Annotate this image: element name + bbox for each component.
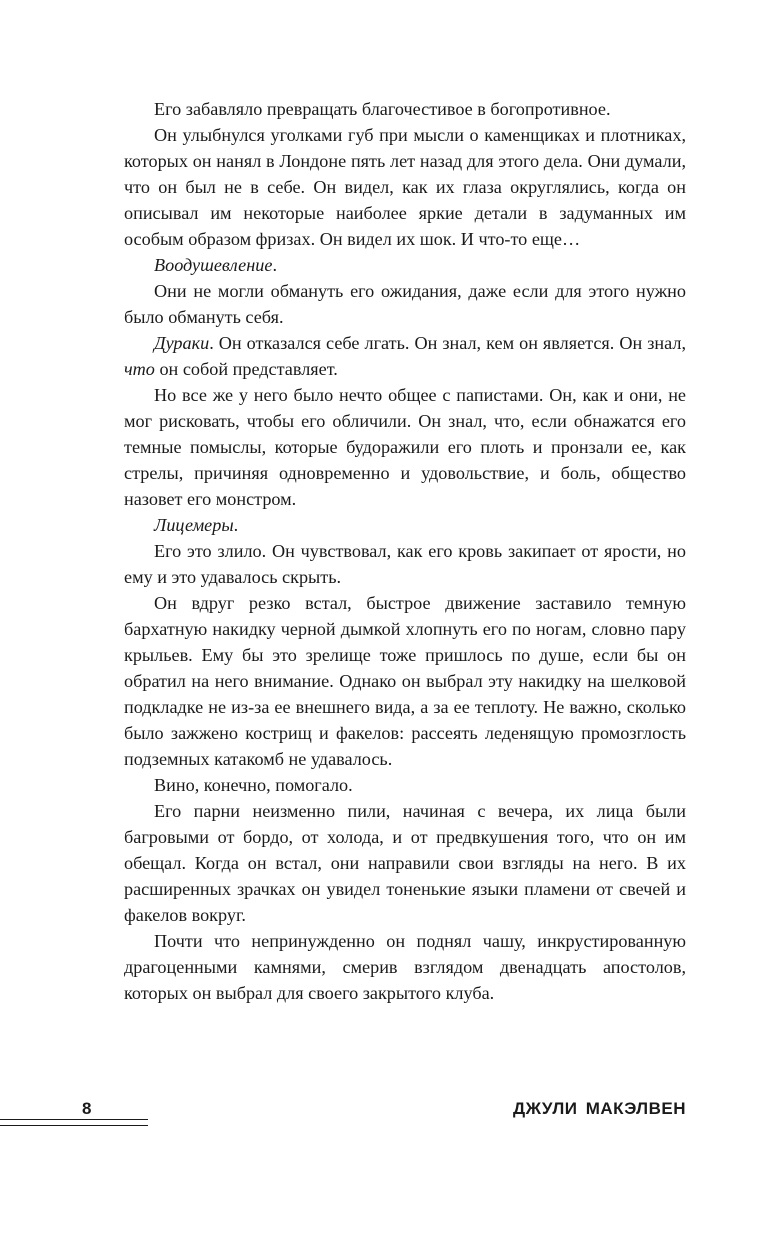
italic-word: Дураки: [154, 333, 210, 353]
italic-word: Воодушевление: [154, 255, 273, 275]
paragraph-tail: .: [233, 515, 239, 535]
paragraph: Его это злило. Он чувствовал, как его кровь закипает от ярости, но ему и это удавалось скрыть.: [124, 541, 686, 587]
paragraph: [124, 512, 686, 538]
paragraph-tail: он собой представляет.: [154, 359, 338, 379]
body-text: [124, 96, 686, 1006]
italic-word: что: [124, 359, 155, 379]
paragraph: Вино, конечно, помогало.: [154, 775, 353, 795]
paragraph: Он улыбнулся уголками губ при мысли о каменщиках и плотниках, которых он нанял в Лондоне пять лет назад для этого дела. Они думали, что он был не в себе. Он видел, как их глаза округлялись, когда он описывал им некоторые наиболее яркие детали в задуманных им особым образом фризах. Он видел их шок. И что-то еще…: [124, 125, 686, 249]
page-number: 8: [82, 1099, 92, 1118]
paragraph: Он вдруг резко встал, быстрое движение заставило темную бархатную накидку черной дымкой хлопнуть его по ногам, словно пару крыльев. Ему бы это зрелище тоже пришлось по душе, если бы он обратил на него внимание. Однако он выбрал эту накидку на шелковой подкладке не из-за ее внешнего вида, а за ее теплоту. Не важно, сколько было зажжено кострищ и факелов: рассеять леденящую промозглость подземных катакомб не удавалось.: [124, 593, 686, 769]
footer-rule: [0, 1125, 148, 1126]
paragraph: Они не могли обмануть его ожидания, даже если для этого нужно было обмануть себя.: [124, 281, 686, 327]
paragraph-tail: .: [272, 255, 277, 275]
paragraph: Почти что непринужденно он поднял чашу, инкрустированную драгоценными камнями, смерив взглядом двенадцать апостолов, которых он выбрал для своего закрытого клуба.: [124, 931, 686, 1003]
running-head-author: ДЖУЛИ МАКЭЛВЕН: [513, 1099, 686, 1118]
paragraph: Но все же у него было нечто общее с папистами. Он, как и они, не мог рисковать, чтобы его обличили. Он знал, что, если обнажатся его темные помыслы, которые будоражили его плоть и пронзали ее, как стрелы, причиняя одновременно и удовольствие, и боль, общество назовет его монстром.: [124, 385, 686, 509]
paragraph: Его забавляло превращать благочестивое в богопротивное.: [154, 99, 611, 119]
paragraph: Его парни неизменно пили, начиная с вечера, их лица были багровыми от бордо, от холода, и от предвкушения того, что он им обещал. Когда он встал, они направили свои взгляды на него. В их расширенных зрачках он увидел тоненькие языки пламени от свечей и факелов вокруг.: [124, 801, 686, 925]
italic-word: Лицемеры: [154, 515, 234, 535]
paragraph: [124, 330, 686, 382]
paragraph-middle: . Он отказался себе лгать. Он знал, кем он является. Он знал,: [209, 333, 686, 353]
footer-rule: [0, 1119, 148, 1120]
paragraph: [124, 252, 686, 278]
